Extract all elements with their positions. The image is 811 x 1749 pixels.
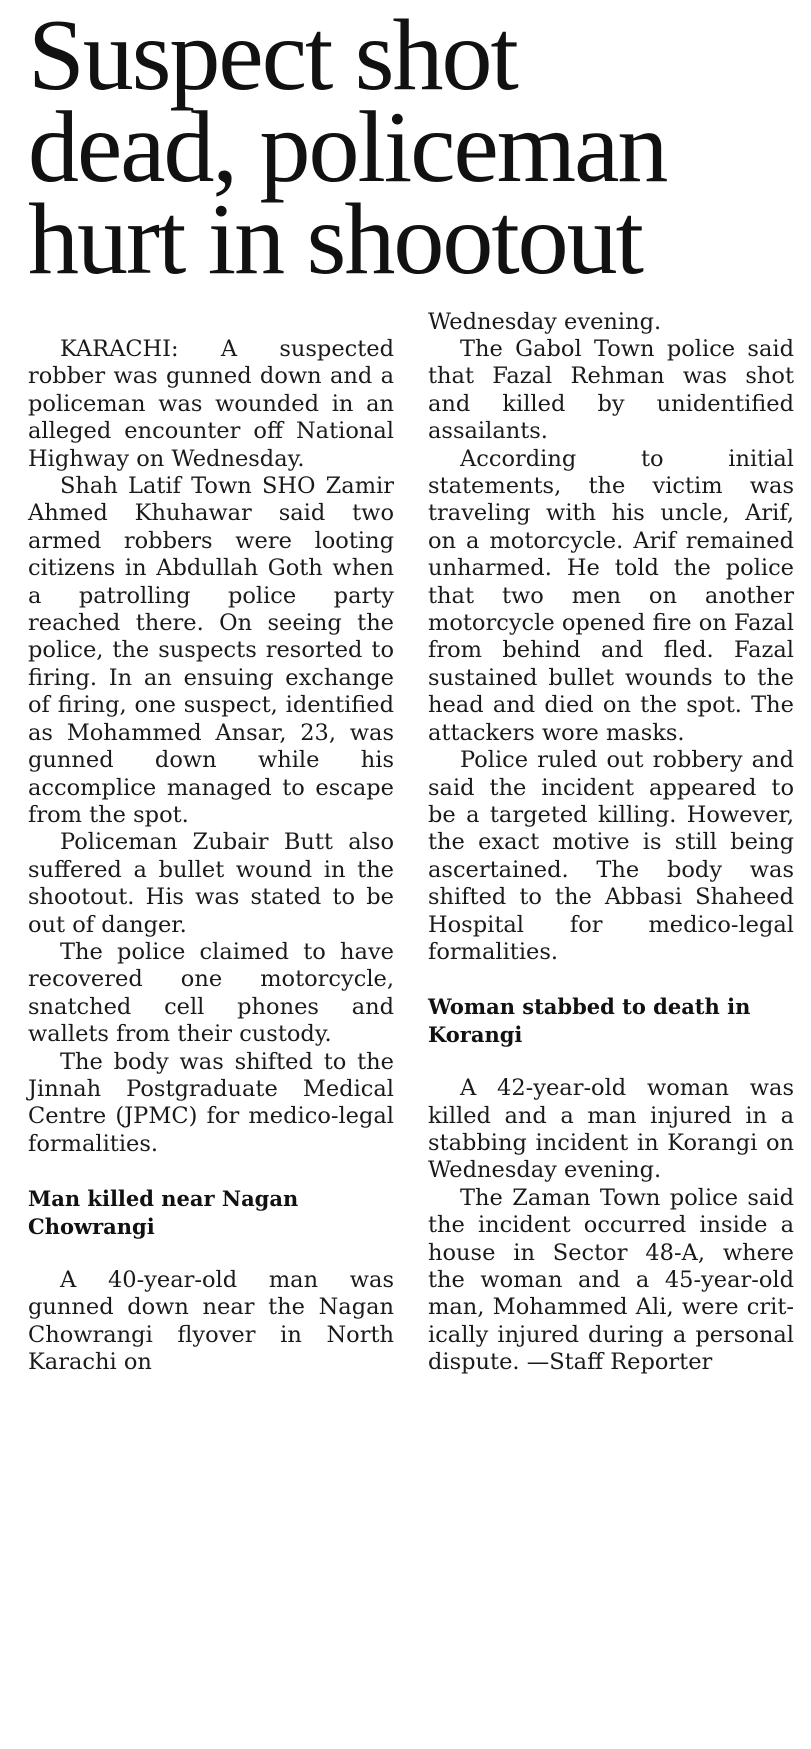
paragraph: The Zaman Town police said the incident occurred inside a house in Sector 48-A, where the woman and a 45-year-old man, Mohammed Ali, were critically injured during a personal dispute. —Staff Reporter: [428, 1184, 794, 1376]
paragraph: A 42-year-old woman was killed and a man injured in a stabbing incident in Korangi on Wednesday evening.: [428, 1075, 794, 1184]
paragraph: A 40-year-old man was gunned down near the Nagan Chowrangi flyover in North Karachi on: [28, 1267, 394, 1376]
right-column: [428, 308, 794, 1377]
paragraph: The body was shifted to the Jinnah Postgraduate Medical Centre (JPMC) for medico-legal formalities.: [28, 1048, 394, 1157]
headline-line-1: Suspect shot: [28, 0, 517, 112]
paragraph: The police claimed to have recovered one motorcycle, snatched cell phones and wallets from their custody.: [28, 938, 394, 1048]
paragraph: Policeman Zubair Butt also suffered a bullet wound in the shootout. His was stated to be out of danger.: [28, 829, 394, 938]
spacer: [428, 966, 794, 993]
spacer: [28, 1240, 394, 1267]
paragraph-continuation: Wednesday evening.: [428, 308, 662, 335]
subhead-korangi: Woman stabbed to death in Korangi: [428, 994, 751, 1047]
headline-line-2: dead, policeman: [28, 91, 667, 204]
spacer: [428, 1048, 794, 1075]
paragraph: Police ruled out robbery and said the incident appeared to be a targeted killing. However, the exact motive is still being ascertained. The body was shifted to the Abbasi Shaheed Hospital for medico-legal formalities.: [428, 747, 794, 965]
left-column: [28, 336, 394, 1377]
paragraph: The Gabol Town police said that Fazal Rehman was shot and killed by unidentified assailants.: [428, 336, 794, 445]
paragraph-dateline: KARACHI: A suspected robber was gunned down and a policeman was wounded in an alleged encounter off National Highway on Wednesday.: [28, 336, 394, 472]
headline-line-3: hurt in shootout: [28, 183, 643, 296]
paragraph: According to initial statements, the victim was traveling with his uncle, Arif, on a motorcycle. Arif remained unharmed. He told the police that two men on another motorcycle opened fire on Fazal from behind and fled. Fazal sustained bullet wounds to the head and died on the spot. The attackers wore masks.: [428, 445, 794, 746]
spacer: [28, 1158, 394, 1185]
article-headline: [28, 0, 808, 296]
paragraph: Shah Latif Town SHO Zamir Ahmed Khuhawar said two armed robbers were looting citizens in Abdullah Goth when a patrolling police party reached there. On seeing the police, the suspects resorted to firing. In an ensuing exchange of firing, one suspect, identified as Mohammed Ansar, 23, was gunned down while his accomplice managed to escape from the spot.: [28, 473, 394, 828]
subhead-nagan-chowrangi: Man killed near Nagan Chowrangi: [28, 1186, 299, 1239]
right-column-body: [428, 309, 794, 1377]
